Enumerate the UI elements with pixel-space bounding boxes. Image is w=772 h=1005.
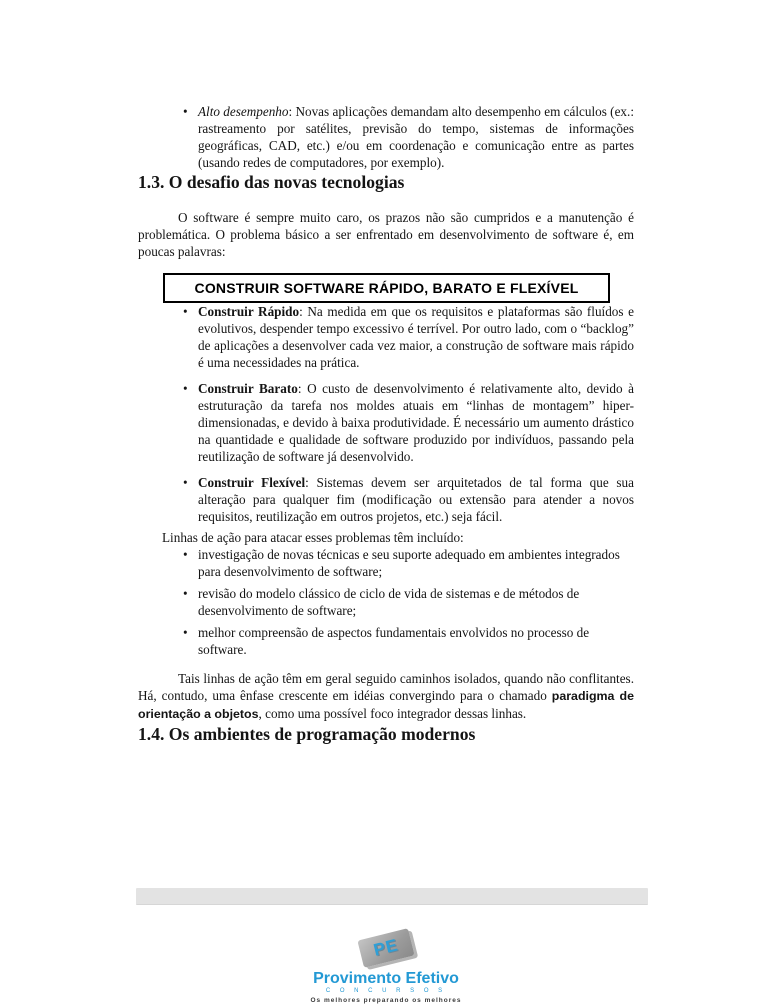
construir-bullet-list: [138, 303, 634, 525]
provimento-efetivo-logo-icon: PE: [357, 928, 414, 968]
section-heading-1-3: 1.3. O desafio das novas tecnologias: [138, 172, 405, 192]
page-content: [138, 0, 634, 745]
closing-text-post: , como uma possível foco integrador dessas linhas.: [258, 706, 527, 721]
top-bullet-list: [138, 103, 634, 171]
bullet-text: : O custo de desenvolvimento é relativamente alto, devido à estruturação da tarefa nos moldes atuais em “linhas de montagem” hiper-dimensionadas, e devido à baixa produtividade. É necessário um aumento drástico na quantidade e qualidade de software produzido por indivíduos, passando pela reutilização de software já desenvolvido.: [198, 381, 635, 464]
slogan-box: [163, 273, 610, 303]
bullet-text: melhor compreensão de aspectos fundamentais envolvidos no processo de software.: [198, 625, 590, 657]
action-bullet-item: [138, 624, 634, 658]
bullet-lead: Construir Rápido: [198, 304, 300, 319]
bullet-lead: Construir Flexível: [198, 475, 306, 490]
bullet-lead: Construir Barato: [198, 381, 298, 396]
bullet-item-construir-barato: [138, 380, 634, 465]
action-bullet-list: [138, 546, 634, 658]
brand-tagline: Os melhores preparando os melhores: [310, 997, 462, 1004]
bullet-text: : Sistemas devem ser arquitetados de tal forma que sua alteração para qualquer fim (modificação ou extensão para atender a novos requisitos, reutilização em outros projetos, etc.) seja fácil.: [198, 475, 634, 524]
closing-text-bold: paradigma de orientação a objetos: [138, 689, 634, 721]
lines-intro-paragraph: Linhas de ação para atacar esses problemas têm incluído:: [162, 530, 464, 545]
bullet-item-alto-desempenho: [138, 103, 634, 171]
closing-paragraph: [138, 670, 634, 723]
bullet-item-construir-flexivel: [138, 474, 634, 525]
action-bullet-item: [138, 546, 634, 580]
bullet-text: : Na medida em que os requisitos e plataformas são fluídos e evolutivos, despender tempo excessivo é terrível. Por outro lado, com o “backlog” de aplicações a desenvolver cada vez maior, a construção de software mais rápido é uma necessidades na prática.: [198, 304, 634, 370]
footer-logo: [0, 934, 772, 1005]
bullet-item-construir-rapido: [138, 303, 634, 371]
section-heading-1-4: 1.4. Os ambientes de programação modernos: [138, 724, 476, 744]
brand-subtitle: C O N C U R S O S: [325, 988, 447, 994]
bullet-text: revisão do modelo clássico de ciclo de vida de sistemas e de métodos de desenvolvimento de software;: [198, 586, 580, 618]
closing-text-pre: Tais linhas de ação têm em geral seguido caminhos isolados, quando não conflitantes. Há, contudo, uma ênfase crescente em idéias convergindo para o chamado: [138, 671, 634, 703]
section-1-3-intro-paragraph: O software é sempre muito caro, os prazos não são cumpridos e a manutenção é problemática. O problema básico a ser enfrentado em desenvolvimento de software é, em poucas palavras:: [138, 210, 634, 259]
brand-name: Provimento Efetivo: [313, 970, 459, 987]
action-bullet-item: [138, 585, 634, 619]
slogan-text: CONSTRUIR SOFTWARE RÁPIDO, BARATO E FLEXÍVEL: [194, 280, 579, 296]
bullet-text: investigação de novas técnicas e seu suporte adequado em ambientes integrados para desenvolvimento de software;: [198, 547, 620, 579]
bullet-text: : Novas aplicações demandam alto desempenho em cálculos (ex.: rastreamento por satélites, previsão do tempo, sistemas de informações geográficas, CAD, etc.) e/ou em coordenação e comunicação entre as partes (usando redes de computadores, por exemplo).: [198, 104, 634, 170]
footer-divider-bar: [136, 888, 648, 905]
bullet-lead: Alto desempenho: [198, 104, 289, 119]
